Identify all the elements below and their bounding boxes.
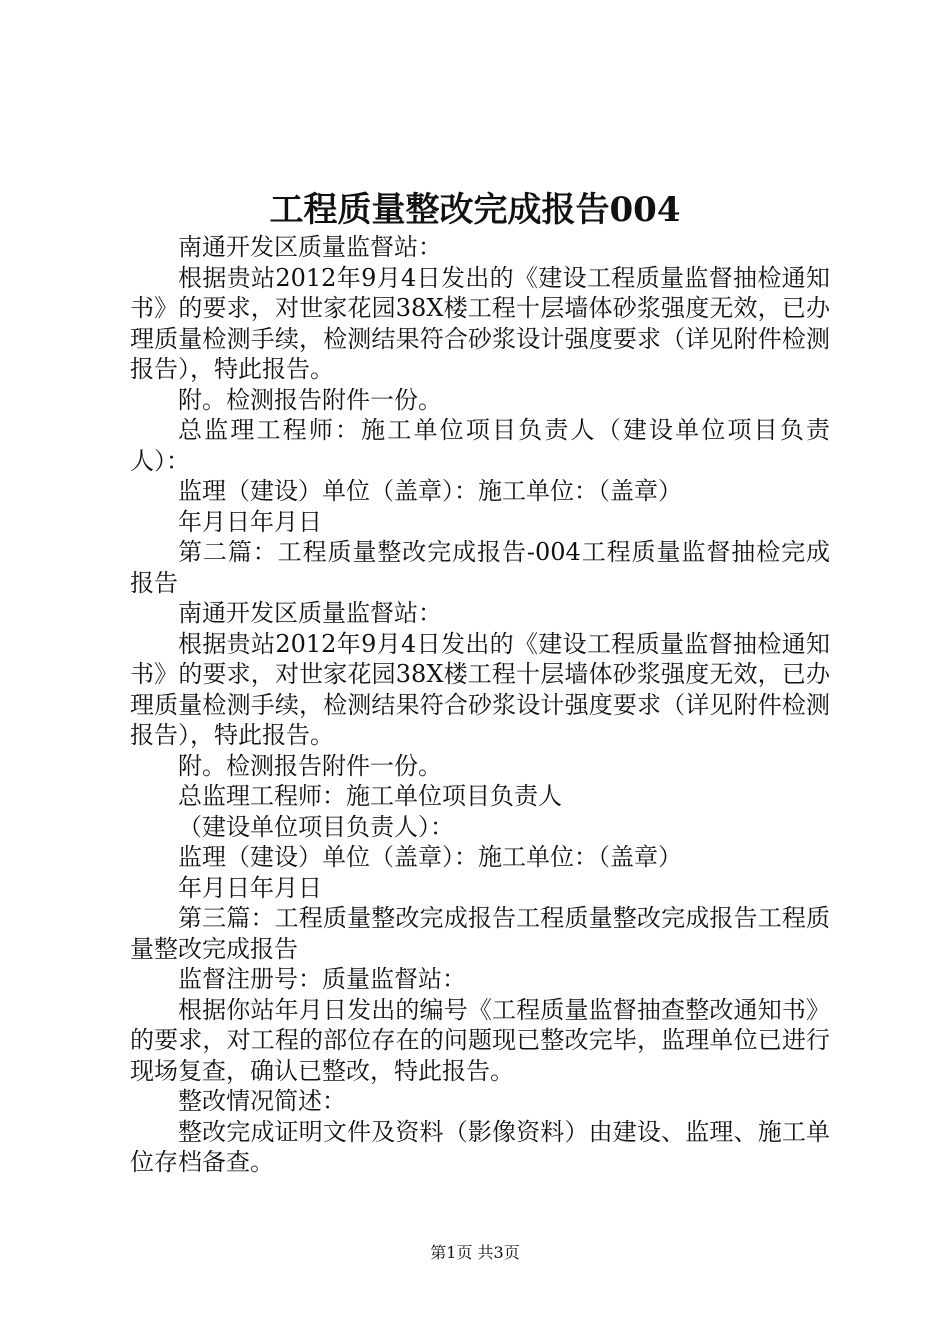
paragraph-signatories-continued: （建设单位项目负责人）： (178, 812, 454, 841)
paragraph-archive-note: 整改完成证明文件及资料（影像资料）由建设、监理、施工单位存档备查。 (130, 1117, 830, 1176)
paragraph-seal-line: 监理（建设）单位（盖章）：施工单位：（盖章） (178, 477, 682, 505)
document-title: 工程质量整改完成报告004 (269, 190, 681, 230)
page-footer: 第1页 共3页 (430, 1243, 520, 1262)
paragraph-signatories: 总监理工程师：施工单位项目负责人 (178, 782, 562, 810)
section-heading-part-two: 第二篇：工程质量整改完成报告-004工程质量监督抽检完成报告 (130, 538, 830, 597)
paragraph-seal-line: 监理（建设）单位（盖章）：施工单位：（盖章） (178, 843, 682, 871)
paragraph-report-content: 根据贵站2012年9月4日发出的《建设工程质量监督抽检通知书》的要求，对世家花园38X楼工程十层墙体砂浆强度无效，已办理质量检测手续，检测结果符合砂浆设计强度要求（详见附件检测报告），特此报告。 (130, 263, 830, 383)
paragraph-registration: 监督注册号：质量监督站： (178, 965, 466, 993)
paragraph-date-line: 年月日年月日 (178, 873, 322, 902)
paragraph-attachment: 附。检测报告附件一份。 (178, 751, 442, 780)
paragraph-rectification-content: 根据你站年月日发出的编号《工程质量监督抽查整改通知书》的要求，对工程的部位存在的问题现已整改完毕，监理单位已进行现场复查，确认已整改，特此报告。 (130, 995, 830, 1085)
document-body (130, 232, 830, 1178)
paragraph-addressee: 南通开发区质量监督站： (178, 233, 442, 261)
paragraph-attachment: 附。检测报告附件一份。 (178, 385, 442, 414)
paragraph-report-content: 根据贵站2012年9月4日发出的《建设工程质量监督抽检通知书》的要求，对世家花园38X楼工程十层墙体砂浆强度无效，已办理质量检测手续，检测结果符合砂浆设计强度要求（详见附件检测报告），特此报告。 (130, 629, 830, 749)
paragraph-addressee: 南通开发区质量监督站： (178, 599, 442, 627)
section-heading-part-three: 第三篇：工程质量整改完成报告工程质量整改完成报告工程质量整改完成报告 (130, 904, 830, 963)
paragraph-signatories: 总监理工程师：施工单位项目负责人（建设单位项目负责人）： (130, 416, 830, 475)
paragraph-date-line: 年月日年月日 (178, 507, 322, 536)
paragraph-summary-label: 整改情况简述： (178, 1087, 346, 1115)
